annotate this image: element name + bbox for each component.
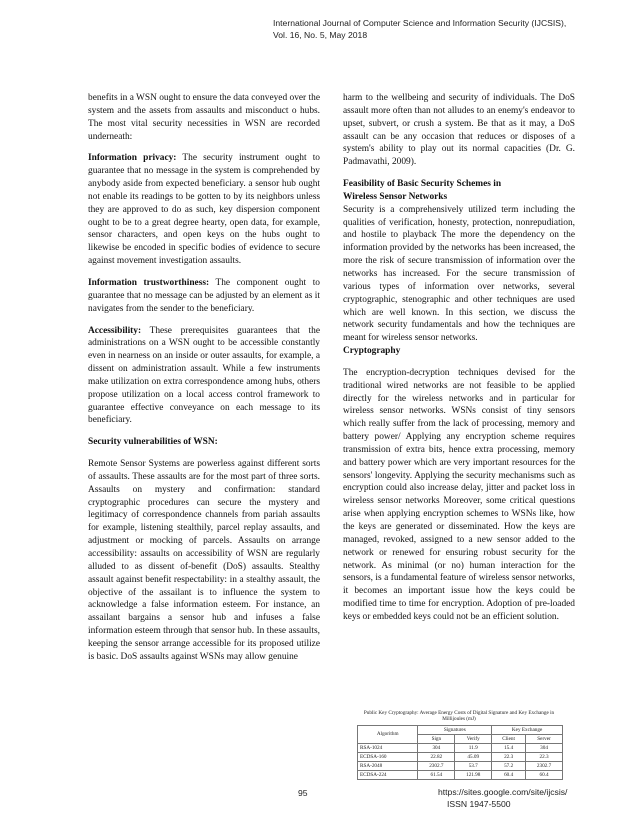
section-heading [343,178,575,204]
column-header-server: Server [526,734,563,743]
cell-sign: 2302.7 [418,761,455,770]
cell-server: 2302.7 [526,761,563,770]
section-heading: Cryptography [343,346,401,357]
cell-verify: 121.98 [455,770,492,779]
section-heading-line: Wireless Sensor Networks [343,191,448,202]
energy-cost-table-figure [343,710,575,780]
cell-client: 60.4 [492,770,526,779]
cell-algorithm: RSA-1024 [358,743,418,752]
table-row [358,752,563,761]
column-header-verify: Verify [455,734,492,743]
cell-verify: 45.09 [455,752,492,761]
table-caption-line: Millijoules (mJ) [442,716,476,723]
cell-sign: 61.54 [418,770,455,779]
column-group-signatures: Signatures [418,725,492,734]
energy-cost-table [357,725,563,780]
cell-server: 60.4 [526,770,563,779]
paragraph-information-trustworthiness [88,277,320,316]
section-heading: Security vulnerabilities of WSN: [88,437,218,448]
cell-server: 22.3 [526,752,563,761]
paragraph-information-privacy [88,152,320,268]
journal-volume: Vol. 16, No. 5, May 2018 [273,29,368,40]
inline-heading: Accessibility: [88,325,142,336]
paragraph: Remote Sensor Systems are powerless against different sorts of assaults. These assaults are for the most part of three sorts. Assaults on mystery and confirmation: standard cryptographic procedures can secure the mystery and legitimacy of correspondence channels from pariah assaults for example, listening stealthily, parcel replay assaults, and adjustment or mocking of parcels. Assaults on arrange accessibility: assaults on accessibility of WSN are regularly alluded to as dissent of-benefit (DoS) assaults. Stealthy assault against benefit respectability: in a stealthy assault, the objective of the assailant is to influence the system to acknowledge a false information esteem. For instance, an assailant bargains a sensor hub and infuses a false information esteem through that sensor hub. In these assaults, keeping the sensor arrange accessible for its proposed utilize is basic. DoS assaults against WSNs may allow genuine [88,459,320,662]
cell-client: 22.3 [492,752,526,761]
cell-algorithm: ECDSA-224 [358,770,418,779]
footer [438,787,567,810]
table-caption-line: Public Key Cryptography: Average Energy Costs of Digital Signature and Key Exchange in [363,710,555,716]
cell-server: 304 [526,743,563,752]
table-caption [343,710,575,723]
cell-verify: 11.9 [455,743,492,752]
paragraph-text: The component ought to guarantee that no message can be adjusted by an element as it navigates from the sender to the beneficiary. [88,277,320,314]
column-header-algorithm: Algorithm [358,725,418,743]
cell-verify: 53.7 [455,761,492,770]
footer-issn: ISSN 1947-5500 [447,798,511,809]
journal-title: International Journal of Computer Science and Information Security (IJCSIS), [273,18,567,28]
paragraph-accessibility [88,325,320,428]
cell-algorithm: ECDSA-160 [358,752,418,761]
inline-heading: Information trustworthiness: [88,277,210,288]
table-row [358,743,563,752]
column-group-key-exchange: Key Exchange [492,725,563,734]
footer-url: https://sites.google.com/site/ijcsis/ [438,787,568,797]
cell-client: 15.4 [492,743,526,752]
cell-sign: 22.82 [418,752,455,761]
page-number: 95 [298,788,308,798]
paragraph: The encryption-decryption techniques devised for the traditional wired networks are not feasible to be applied directly for the wireless networks and in particular for wireless sensor networks. WSNs consist of tiny sensors which really suffer from the lack of processing, memory and battery power/ Applying any encryption scheme requires transmission of extra bits, hence extra processing, memory and battery power which are very important resources for the sensors' longevity. Applying the security mechanisms such as encryption could also increase delay, jitter and packet loss in wireless sensor networks Moreover, some critical questions arise when applying encryption schemes to WSNs like, how the keys are generated or disseminated. How the keys are managed, revoked, assigned to a new sensor added to the network or renewed for ensuring robust security for the network. As minimal (or no) human interaction for the sensors, is a fundamental feature of wireless sensor networks, it becomes an important issue how the keys could be modified time to time for encryption. Adoption of pre-loaded keys or embedded keys could not be an efficient solution. [343,367,575,622]
cell-sign: 304 [418,743,455,752]
journal-header [273,18,613,41]
paragraph: Security is a comprehensively utilized term including the qualities of verification, honesty, protection, nonrepudiation, and hostile to playback The more the dependency on the information provided by the networks has been increased, the more the risk of secure transmission of information over the networks has increased. For the secure transmission of various types of information over networks, several cryptographic, stenographic and other techniques are used which are well known. In this section, we discuss the network security fundamentals and how the techniques are meant for wireless sensor networks. [343,204,575,344]
paragraph: harm to the wellbeing and security of individuals. The DoS assault more often than not alludes to an enemy's endeavor to upset, subvert, or crush a system. Be that as it may, a DoS assault can be any occasion that reduces or disposes of a system's ability to play out its normal capacities (Dr. G. Padmavathi, 2009). [343,93,575,168]
section-heading-line: Feasibility of Basic Security Schemes in [343,179,502,190]
paragraph: benefits in a WSN ought to ensure the data conveyed over the system and the assets from assaults and misconduct o hubs. The most vital security necessities in WSN are recorded underneath: [88,93,320,142]
inline-heading: Information privacy: [88,153,177,164]
paragraph-text: These prerequisites guarantees that the administrations on a WSN ought to be accessible constantly even in nearness on an inside or outer assaults, for example, a dissent on administration assault. While a few instruments make utilization on extra correspondence among hubs, others propose utilization on a local access control framework to guarantee effective conveyance on each message to its beneficiary. [88,325,320,426]
right-column [343,92,575,633]
table-row [358,770,563,779]
paragraph-text: The security instrument ought to guarantee that no message in the system is comprehended by anybody aside from expected beneficiary. a sensor hub ought not enable its readings to be gotten to by its neighbors unless they are approved to do as such, key dispersion component ought to be to a great degree hearty, open data, for example, sensor characters, and open keys on the hubs ought to likewise be encoded in specific bodies of evidence to secure against movement investigation assaults. [88,153,320,267]
column-header-sign: Sign [418,734,455,743]
table-row [358,761,563,770]
cell-client: 57.2 [492,761,526,770]
cell-algorithm: RSA-2048 [358,761,418,770]
column-header-client: Client [492,734,526,743]
left-column [88,92,320,673]
